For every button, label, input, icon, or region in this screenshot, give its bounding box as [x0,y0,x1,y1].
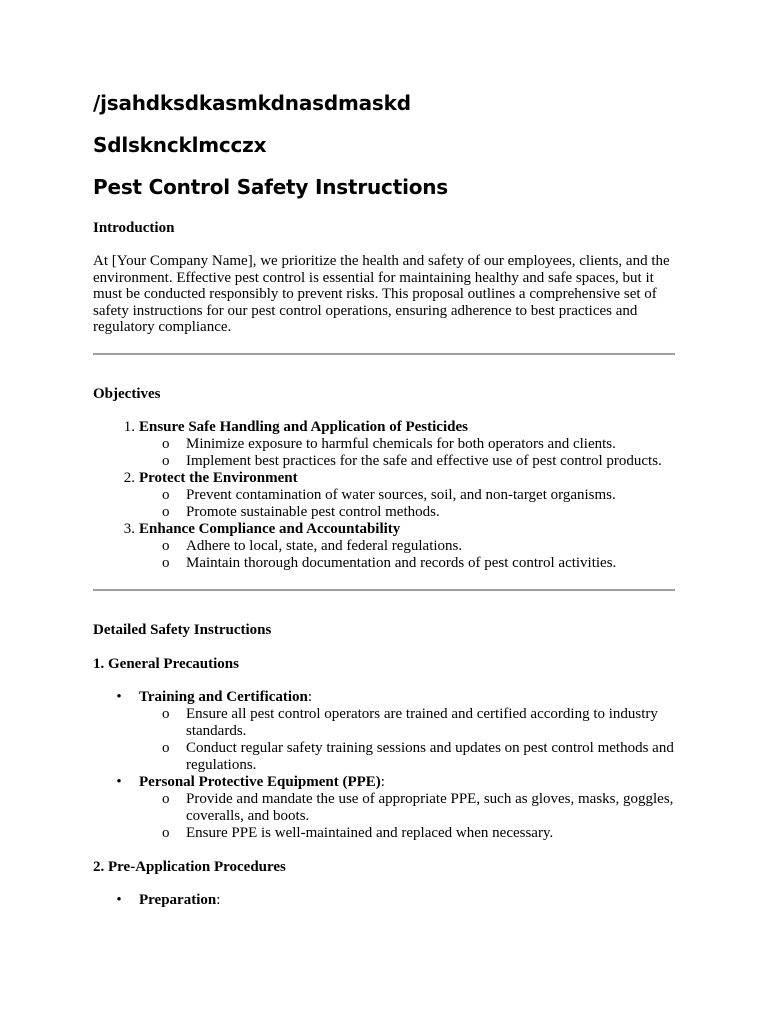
sub-list [139,538,675,572]
sub-item-text: Ensure PPE is well-maintained and replaced when necessary. [186,824,554,841]
bullet-marker: • [116,773,122,790]
precaution-item [93,689,675,774]
sub-bullet-marker: o [162,554,170,571]
list-number: 1. [123,418,135,435]
objective-title: Enhance Compliance and Accountability [139,520,401,537]
sub-item-text: Maintain thorough documentation and records of pest control activities. [186,554,617,571]
sub-item [93,453,675,470]
precaution-item [93,774,675,842]
precaution-title: Personal Protective Equipment (PPE) [139,773,381,790]
document-body [93,88,675,909]
sub-item [93,436,675,453]
colon: : [380,773,385,790]
objectives-heading: Objectives [93,385,161,402]
sub-bullet-marker: o [162,824,170,841]
objective-item [93,470,675,521]
title-line-2: Sdlskncklmcczx [93,133,267,157]
introduction-text: At [Your Company Name], we prioritize the health and safety of our employees, clients, and the environment. Effective pest control is essential for maintaining healthy and safe spaces, but it must be conducted responsibly to prevent risks. This proposal outlines a comprehensive set of safety instructions for our pest control operations, ensuring adherence to best practices and regulatory compliance. [93,253,670,335]
list-number: 3. [123,520,135,537]
sub-list [139,487,675,521]
sub-bullet-marker: o [162,452,170,469]
sub-item [93,740,675,774]
sub-bullet-marker: o [162,705,170,722]
detailed-heading: Detailed Safety Instructions [93,621,272,638]
objective-item [93,419,675,470]
preparation-item [93,892,675,909]
precaution-title: Training and Certification [139,688,308,705]
sub-item-text: Adhere to local, state, and federal regulations. [186,537,463,554]
sub-bullet-marker: o [162,790,170,807]
sub-item [93,487,675,504]
sub-list [139,436,675,470]
sub-item-text: Ensure all pest control operators are trained and certified according to industry standards. [186,705,658,739]
sub-bullet-marker: o [162,486,170,503]
objective-title: Ensure Safe Handling and Application of Pesticides [139,418,468,435]
preparation-title: Preparation [139,891,217,908]
sub-item [93,538,675,555]
sub-bullet-marker: o [162,435,170,452]
sub-bullet-marker: o [162,739,170,756]
sub-item-text: Promote sustainable pest control methods. [186,503,440,520]
sub-item [93,825,675,842]
general-precautions-heading: 1. General Precautions [93,655,239,672]
pre-application-heading: 2. Pre-Application Procedures [93,858,286,875]
objective-item [93,521,675,572]
sub-item [93,504,675,521]
sub-item-text: Prevent contamination of water sources, soil, and non-target organisms. [186,486,616,503]
colon: : [216,891,221,908]
sub-item-text: Provide and mandate the use of appropriate PPE, such as gloves, masks, goggles, coveralls, and boots. [186,790,674,824]
sub-item [93,555,675,572]
sub-list [139,706,675,774]
colon: : [307,688,313,705]
list-number: 2. [123,469,135,486]
sub-item-text: Conduct regular safety training sessions and updates on pest control methods and regulations. [186,739,674,773]
sub-item-text: Minimize exposure to harmful chemicals for both operators and clients. [186,435,616,452]
title-line-1: /jsahdksdkasmkdnasdmaskd [93,91,411,115]
sub-bullet-marker: o [162,503,170,520]
sub-bullet-marker: o [162,537,170,554]
page-title: Pest Control Safety Instructions [93,175,449,199]
sub-item [93,706,675,740]
objectives-list [93,419,675,572]
general-precautions-list [93,689,675,842]
pre-application-list [93,892,675,909]
objective-title: Protect the Environment [139,469,298,486]
sub-item-text: Implement best practices for the safe and effective use of pest control products. [186,452,662,469]
sub-list [139,791,675,842]
bullet-marker: • [116,688,122,705]
sub-item [93,791,675,825]
introduction-heading: Introduction [93,220,175,236]
bullet-marker: • [116,891,122,908]
